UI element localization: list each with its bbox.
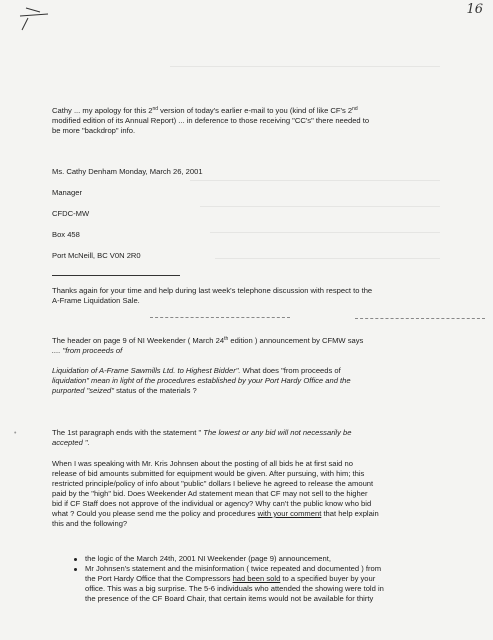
faint-separator-right: [355, 318, 485, 319]
thanks-line-2: A-Frame Liquidation Sale.: [52, 296, 140, 305]
intro-line-2: modified edition of its Annual Report) ... in deference to those receiving "CC's" there needed to: [52, 116, 370, 125]
handwritten-page-number: 16: [466, 2, 483, 17]
margin-mark: •: [14, 430, 17, 437]
liquidation-line-3: purported "seized" status of the materials ?: [52, 386, 197, 395]
liquidation-line-2: liquidation" mean in light of the procedures established by your Port Hardy Office and the: [52, 376, 351, 385]
recipient-box: Box 458: [52, 230, 80, 239]
bullet-dot: [74, 558, 77, 561]
faint-separator: [150, 317, 290, 318]
bullet-2-line-3: office. This was a big surprise. The 5-6 individuals who attended the showing were told in: [85, 584, 384, 593]
bullet-2-line-1: Mr Johnsen's statement and the misinformation ( twice repeated and documented ) from: [85, 564, 382, 573]
johnsen-line-6: what ? Could you please send me the policy and procedures with your comment that help explain: [52, 509, 379, 518]
johnsen-line-1: When I was speaking with Mr. Kris Johnsen about the posting of all bids he at first said no: [52, 459, 353, 468]
johnsen-line-5: bid if CF Staff does not approve of the individual or agency? Why can't the public know who bid: [52, 499, 372, 508]
recipient-org: CFDC-MW: [52, 209, 90, 218]
johnsen-line-3: restricted principle/policy of info about "public" dollars I believe he agreed to release the amount: [52, 479, 374, 488]
bullet-2-line-4: the presence of the CF Board Chair, that certain items would not be available for thirty: [85, 594, 374, 603]
johnsen-line-7: this and the following?: [52, 519, 128, 528]
statement-line-2: accepted ".: [52, 438, 90, 447]
liquidation-line-1: Liquidation of A-Frame Sawmills Ltd. to Highest Bidder". What does "from proceeds of: [52, 366, 341, 375]
johnsen-line-4: paid by the "high" bid. Does Weekender Ad statement mean that CF may not sell to the higher: [52, 489, 368, 498]
bullet-dot: [74, 568, 77, 571]
header-para-line-2: .... "from proceeds of: [52, 346, 123, 355]
johnsen-line-2: release of bid amounts submitted for equipment would be given. After pursuing, with him; this: [52, 469, 365, 478]
intro-line-1: Cathy ... my apology for this 2nd version of today's earlier e-mail to you (kind of like CF's 2nd: [52, 106, 358, 115]
bullet-2-line-2: the Port Hardy Office that the Compressors had been sold to a specified buyer by your: [85, 574, 376, 583]
recipient-city: Port McNeill, BC V0N 2R0: [52, 251, 141, 260]
header-para-line-1: The header on page 9 of NI Weekender ( March 24th edition ) announcement by CFMW says: [52, 336, 364, 345]
recipient-title: Manager: [52, 188, 82, 197]
bullet-1-line-1: the logic of the March 24th, 2001 NI Weekender (page 9) announcement,: [85, 554, 331, 563]
signature-divider: [52, 275, 180, 276]
statement-line-1: The 1st paragraph ends with the statement " The lowest or any bid will not necessarily be: [52, 428, 352, 437]
intro-line-3: be more "backdrop" info.: [52, 126, 136, 135]
thanks-line-1: Thanks again for your time and help during last week's telephone discussion with respect to the: [52, 286, 373, 295]
recipient-name-date: Ms. Cathy Denham Monday, March 26, 2001: [52, 167, 203, 176]
pen-scribble-mark: [18, 4, 58, 34]
